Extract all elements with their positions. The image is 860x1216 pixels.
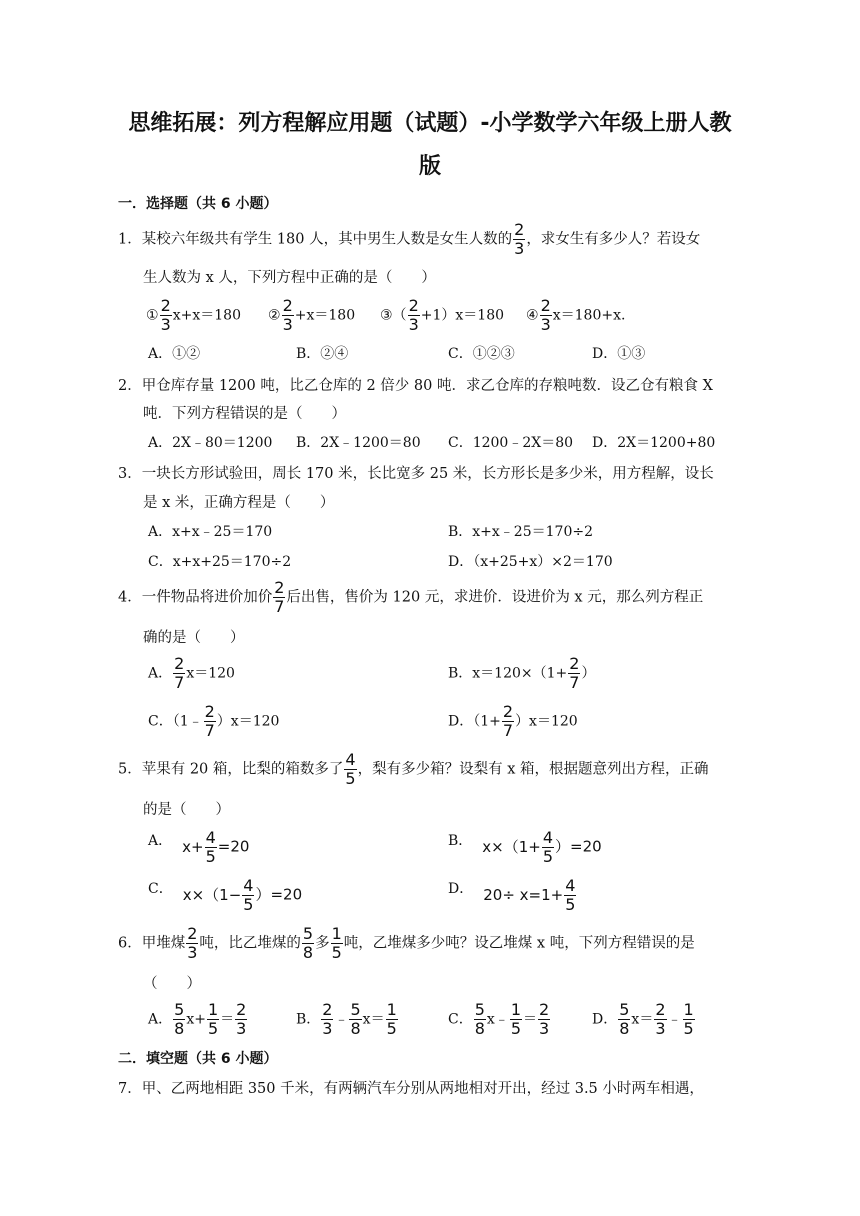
q1-option-a: A．①② — [148, 346, 201, 362]
q6-option-c: C． $\frac{5}{8}$ x﹣ $\frac{1}{5}$ ＝ $\frac{2}{3}$ — [448, 1000, 550, 1038]
question-6: 6．甲堆煤 $\frac{2}{3}$ 吨，比乙堆煤的 $\frac{5}{8}$ 多 $\frac{1}{5}$ 吨，乙堆煤多少吨？设乙堆煤 x 吨，下列方程错误的是 — [118, 924, 695, 962]
fraction: $\frac{2}{3}$ — [514, 220, 525, 258]
question-6-line-2: （ ） — [143, 976, 201, 992]
q3-option-c: C．x+x+25＝170÷2 — [148, 554, 292, 570]
question-4: 4．一件物品将进价加价 $\frac{2}{7}$ 后出售，售价为 120 元，求进价．设进价为 x 元，那么列方程正 — [118, 578, 704, 616]
q1-option-b: B．②④ — [296, 346, 349, 362]
fraction: $\frac{5}{8}$ — [302, 924, 314, 962]
q3-option-b: B．x+x﹣25＝170÷2 — [448, 524, 593, 540]
q2-option-d: D．2X＝1200+80 — [592, 435, 716, 451]
q4-option-b: B．x＝120×（1+ $\frac{2}{7}$ ） — [448, 654, 596, 692]
fraction: $\frac{2}{7}$ — [274, 578, 285, 616]
fraction: $\frac{1}{5}$ — [331, 924, 342, 962]
q6-option-b: B． $\frac{2}{3}$ ﹣ $\frac{5}{8}$ x＝ $\frac{1}{5}$ — [296, 1000, 397, 1038]
q1-equation-1: ① $\frac{2}{3}$ x+x＝180 — [146, 296, 241, 334]
q6-option-d: D． $\frac{5}{8}$ x＝ $\frac{2}{3}$ ﹣ $\frac{1}{5}$ — [592, 1000, 694, 1038]
section-heading-choice: 一．选择题（共 6 小题） — [118, 196, 278, 212]
section-heading-fill: 二．填空题（共 6 小题） — [118, 1051, 278, 1067]
q4-option-a: A． $\frac{2}{7}$ x＝120 — [148, 654, 235, 692]
question-7: 7．甲、乙两地相距 350 千米，有两辆汽车分别从两地相对开出，经过 3.5 小时两车相遇， — [118, 1081, 704, 1097]
q1-equation-4: ④ $\frac{2}{3}$ x＝180+x. — [526, 296, 626, 334]
q4-option-c: C．（1﹣ $\frac{2}{7}$ ）x＝120 — [148, 702, 280, 740]
q3-option-d: D．（x+25+x）×2＝170 — [448, 554, 613, 570]
question-1-text-a: 1．某校六年级共有学生 180 人，其中男生人数是女生人数的 — [118, 231, 513, 248]
fraction: $\frac{4}{5}$ — [345, 750, 356, 788]
q5-option-c: C． x×（1− $\frac{4}{5}$ ）=20 — [148, 876, 303, 914]
q5-option-b: B． x×（1+ $\frac{4}{5}$ ）=20 — [448, 828, 602, 866]
question-3: 3．一块长方形试验田，周长 170 米，长比宽多 25 米，长方形长是多少米，用方程解，设长 — [118, 466, 714, 482]
q2-option-c: C．1200﹣2X＝80 — [448, 435, 574, 451]
question-4-line-2: 确的是（ ） — [143, 630, 245, 646]
question-5: 5．苹果有 20 箱，比梨的箱数多了 $\frac{4}{5}$ ，梨有多少箱？设梨有 x 箱，根据题意列出方程，正确 — [118, 750, 709, 788]
question-3-line-2: 是 x 米，正确方程是（ ） — [143, 495, 335, 511]
fraction: $\frac{2}{3}$ — [187, 924, 198, 962]
question-2-line-2: 吨．下列方程错误的是（ ） — [143, 406, 346, 422]
question-5-line-2: 的是（ ） — [143, 802, 230, 818]
q1-equation-3: ③（ $\frac{2}{3}$ +1）x＝180 — [380, 296, 505, 334]
q3-option-a: A．x+x﹣25＝170 — [148, 524, 273, 540]
q1-option-d: D．①③ — [592, 346, 646, 362]
q5-option-a: A． x+ $\frac{4}{5}$ =20 — [148, 828, 250, 866]
q2-option-a: A．2X﹣80＝1200 — [148, 435, 273, 451]
q5-option-d: D． 20÷ x=1+ $\frac{4}{5}$ — [448, 876, 576, 914]
page-title-continued: 版 — [418, 154, 441, 179]
question-1 — [118, 222, 700, 257]
q1-option-c: C．①②③ — [448, 346, 515, 362]
q1-equation-2: ② $\frac{2}{3}$ +x＝180 — [268, 296, 356, 334]
question-2: 2．甲仓库存量 1200 吨，比乙仓库的 2 倍少 80 吨．求乙仓库的存粮吨数．设乙仓有粮食 X — [118, 378, 713, 394]
q4-option-d: D．（1+ $\frac{2}{7}$ ）x＝120 — [448, 702, 578, 740]
q6-option-a: A． $\frac{5}{8}$ x+ $\frac{1}{5}$ ＝ $\frac{2}{3}$ — [148, 1000, 247, 1038]
page-title: 思维拓展：列方程解应用题（试题）-小学数学六年级上册人教 — [128, 111, 732, 136]
question-1-line-2: 生人数为 x 人，下列方程中正确的是（ ） — [143, 270, 436, 286]
question-1-text-b: ，求女生有多少人？若设女 — [526, 231, 701, 248]
q2-option-b: B．2X﹣1200＝80 — [296, 435, 421, 451]
